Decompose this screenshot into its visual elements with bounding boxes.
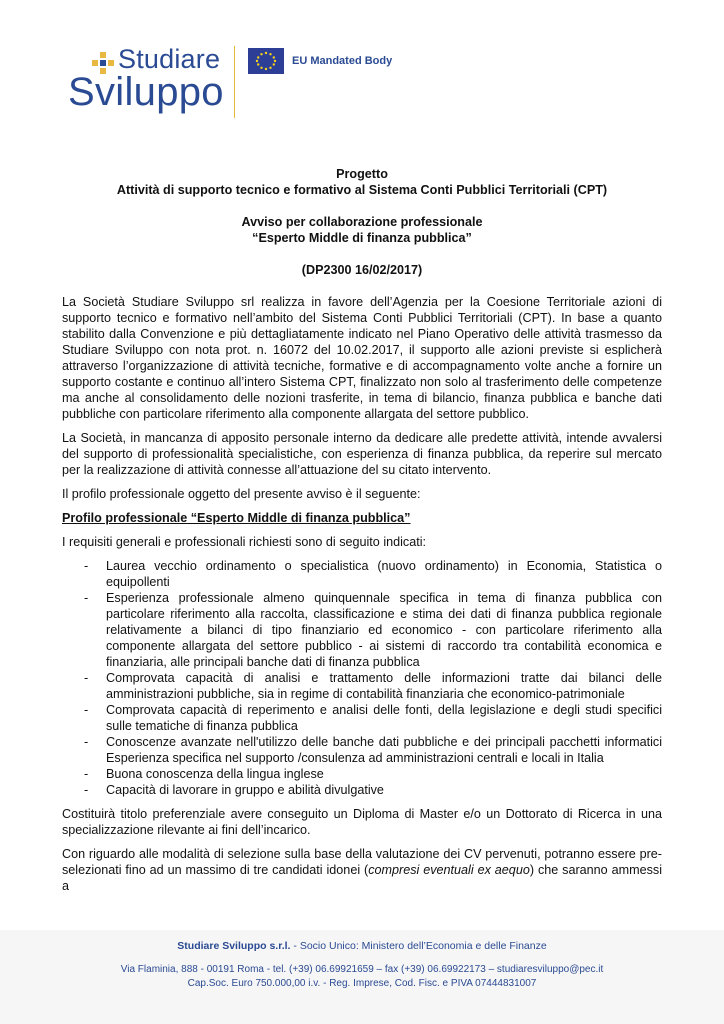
eu-mandated-label: EU Mandated Body	[292, 55, 393, 67]
list-item: - Laurea vecchio ordinamento o specialistica (nuovo ordinamento) in Economia, Statistica o equipollenti	[84, 559, 662, 589]
document-title-block	[62, 166, 662, 294]
list-item: - Comprovata capacità di analisi e trattamento delle informazioni tratte dai bilanci delle amministrazioni pubbliche, sia in regime di contabilità finanziaria che economico-patrimoniale	[84, 671, 662, 701]
eu-flag-icon	[248, 48, 284, 74]
paragraph-requirements-intro: I requisiti generali e professionali richiesti sono di seguito indicati:	[62, 535, 427, 549]
title-line-role: “Esperto Middle di finanza pubblica”	[252, 231, 472, 245]
footer-address: Via Flaminia, 888 - 00191 Roma - tel. (+39) 06.69921659 – fax (+39) 06.69922173 – studiaresviluppo@pec.it	[120, 964, 604, 975]
requirements-list	[62, 558, 662, 798]
logo-divider	[234, 46, 235, 118]
list-bullet: -	[84, 671, 89, 685]
paragraph-intro: La Società Studiare Sviluppo srl realizza in favore dell’Agenzia per la Coesione Territoriale azioni di supporto tecnico e formativo nell’ambito del Sistema Conti Pubblici Territoriali (CPT). In base a quanto stabilito dalla Convenzione e più dettagliatamente indicato nel Piano Operativo delle attività trasmesso da Studiare Sviluppo con nota prot. n. 16072 del 10.02.2017, il supporto alle azioni previste si esplicherà attraverso l’organizzazione di attività tecniche, formative e di accompagnamento volte anche a fornire un supporto costante e continuo all’intero Sistema CPT, finalizzato non solo al trasferimento delle competenze ma anche al consolidamento delle nozioni trasferite, in tema di bilancio, finanza pubblica e banche dati pubbliche con particolare riferimento alla componente allargata del settore pubblico.	[62, 295, 662, 421]
list-bullet: -	[84, 591, 89, 605]
list-item: - Comprovata capacità di reperimento e analisi delle fonti, della legislazione e degli studi specifici sulle tematiche di finanza pubblica	[84, 703, 662, 733]
list-bullet: -	[84, 735, 89, 749]
footer-capital: Cap.Soc. Euro 750.000,00 i.v. - Reg. Imprese, Cod. Fisc. e PIVA 07444831007	[187, 978, 537, 989]
title-line-activity: Attività di supporto tecnico e formativo al Sistema Conti Pubblici Territoriali (CPT)	[116, 183, 608, 197]
list-item: - Esperienza professionale almeno quinquennale specifica in tema di finanza pubblica con particolare riferimento alla raccolta, classificazione e stima dei dati di finanza pubblica regionale relativamente a bilanci di tipo finanziario ed economico - con particolare riferimento alla componente allargata del settore pubblico - ai sistemi di raccordo tra contabilità economica e finanziaria, alle principali banche dati di finanza pubblica	[84, 591, 662, 669]
list-bullet: -	[84, 703, 89, 717]
paragraph-selection: Con riguardo alle modalità di selezione sulla base della valutazione dei CV pervenuti, potranno essere pre-selezionati fino ad un massimo di tre candidati idonei (compresi eventuali ex aequo) che saranno ammessi a	[62, 847, 662, 893]
profile-heading: Profilo professionale “Esperto Middle di finanza pubblica”	[62, 511, 411, 525]
page-header	[0, 0, 724, 150]
list-item: - Conoscenze avanzate nell'utilizzo delle banche dati pubbliche e dei principali pacchetti informatici Esperienza specifica nel supporto /consulenza ad amministrazioni centrali e locali in Italia	[84, 735, 662, 765]
list-bullet: -	[84, 559, 89, 573]
paragraph-need: La Società, in mancanza di apposito personale interno da dedicare alle predette attività, intende avvalersi del supporto di professionalità specialistiche, con esperienza di finanza pubblica, da reperire sul mercato per la realizzazione di attività connesse all’attuazione del su citato intervento.	[62, 431, 662, 477]
list-bullet: -	[84, 783, 89, 797]
list-item: - Buona conoscenza della lingua inglese	[84, 767, 324, 781]
footer-company-line: Studiare Sviluppo s.r.l. - Socio Unico: Ministero dell’Economia e delle Finanze	[177, 940, 547, 952]
title-line-notice: Avviso per collaborazione professionale	[241, 215, 483, 229]
title-line-reference: (DP2300 16/02/2017)	[301, 263, 423, 277]
document-body	[62, 166, 662, 902]
list-item: - Capacità di lavorare in gruppo e abilità divulgative	[84, 783, 384, 797]
page-footer	[0, 930, 724, 1024]
footer-company-name: Studiare Sviluppo s.r.l.	[177, 940, 291, 952]
logo-text-sviluppo: Sviluppo	[68, 70, 224, 114]
paragraph-preferential: Costituirà titolo preferenziale avere conseguito un Diploma di Master e/o un Dottorato di Ricerca in una specializzazione rilevante ai fini dell’incarico.	[62, 807, 662, 837]
emphasis-ex-aequo: compresi eventuali ex aequo	[368, 863, 530, 877]
list-bullet: -	[84, 767, 89, 781]
logo-text-studiare: Studiare	[118, 44, 221, 74]
paragraph-profile-intro: Il profilo professionale oggetto del presente avviso è il seguente:	[62, 487, 421, 501]
title-line-project: Progetto	[336, 167, 388, 181]
